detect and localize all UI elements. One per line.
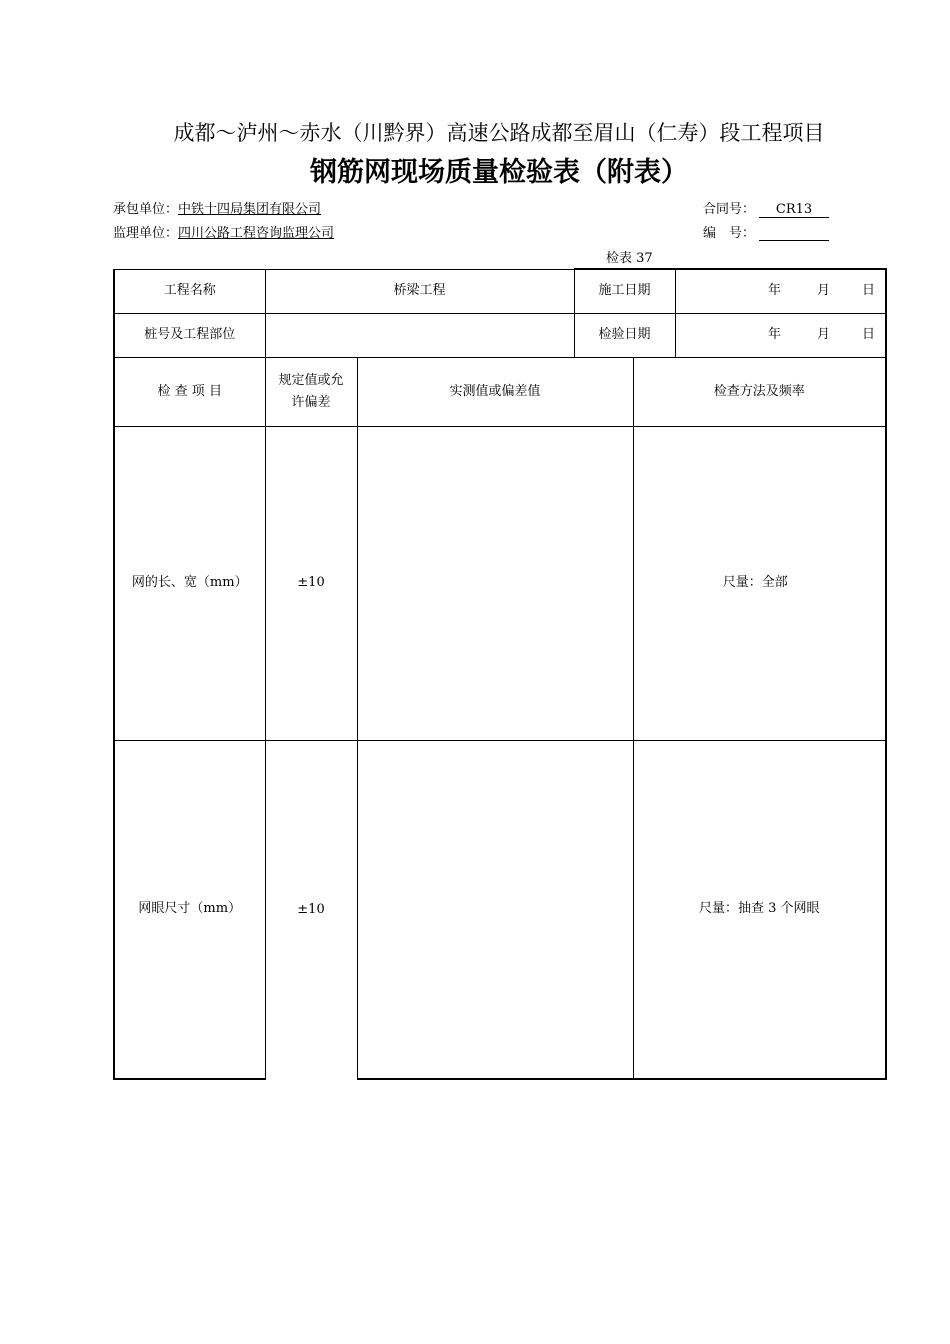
row-item: 网的长、宽（mm） xyxy=(114,427,265,741)
supervisor xyxy=(113,222,334,241)
inspection-date-label: 检验日期 xyxy=(575,314,676,357)
col-method-header: 检查方法及频率 xyxy=(633,358,886,427)
table-row xyxy=(114,427,886,741)
form-code: 检表 37 xyxy=(606,251,653,266)
table-row xyxy=(114,741,886,1079)
row-measured[interactable] xyxy=(357,427,633,741)
construction-date-label: 施工日期 xyxy=(575,270,676,313)
form-title: 钢筋网现场质量检验表（附表） xyxy=(310,157,688,188)
location-value xyxy=(265,314,574,358)
col-item-header: 检 查 项 目 xyxy=(114,358,265,427)
contract-no-label: 合同号： xyxy=(703,202,756,217)
project-name-value: 桥梁工程 xyxy=(265,269,574,314)
supervisor-value: 四川公路工程咨询监理公司 xyxy=(178,226,335,241)
column-header-row xyxy=(114,358,886,427)
row-method: 尺量：抽查 3 个网眼 xyxy=(633,741,886,1079)
row-spec: ±10 xyxy=(265,427,357,741)
contractor xyxy=(113,198,321,217)
inspection-table xyxy=(113,268,887,1080)
col-measured-header: 实测值或偏差值 xyxy=(357,358,633,427)
contract-no-value: CR13 xyxy=(759,202,829,218)
location-row xyxy=(114,314,886,358)
project-name-row xyxy=(114,269,886,314)
construction-date-value: 年 月 日 xyxy=(767,283,876,299)
contract-no xyxy=(703,198,829,218)
supervisor-label: 监理单位： xyxy=(113,226,179,241)
col-spec-header: 规定值或允 许偏差 xyxy=(265,358,357,427)
row-spec: ±10 xyxy=(265,741,357,1079)
serial-no xyxy=(703,222,829,241)
contractor-value: 中铁十四局集团有限公司 xyxy=(178,202,322,217)
location-label: 桩号及工程部位 xyxy=(114,314,265,358)
project-name-label: 工程名称 xyxy=(114,269,265,314)
row-measured[interactable] xyxy=(357,741,633,1079)
contractor-label: 承包单位： xyxy=(113,202,179,217)
serial-no-label: 编 号： xyxy=(703,226,756,241)
inspection-date-value: 年 月 日 xyxy=(767,327,876,343)
serial-no-value xyxy=(759,225,829,241)
project-line: 成都～泸州～赤水（川黔界）高速公路成都至眉山（仁寿）段工程项目 xyxy=(173,121,825,145)
row-method: 尺量：全部 xyxy=(633,427,886,741)
row-item: 网眼尺寸（mm） xyxy=(114,741,265,1079)
